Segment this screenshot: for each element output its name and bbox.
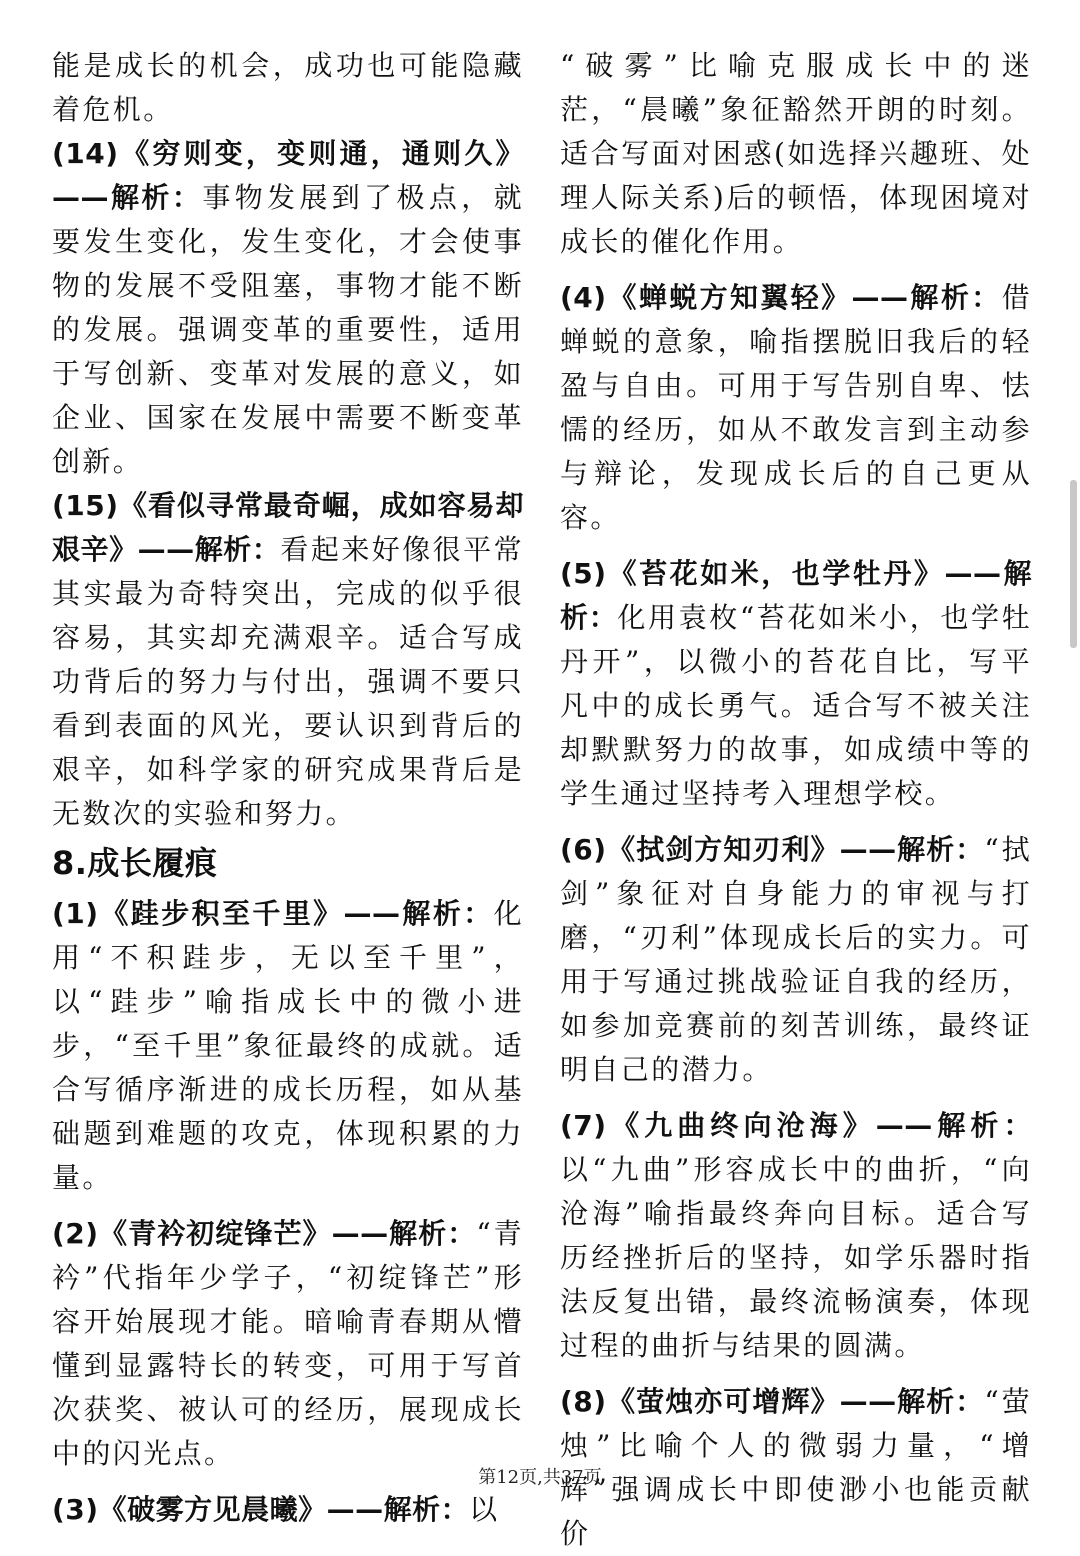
entry-heading: (7)《九曲终向沧海》——解析： bbox=[560, 1109, 1032, 1142]
right-column bbox=[560, 44, 1032, 1556]
entry-14 bbox=[52, 132, 524, 484]
entry-heading: (3)《破雾方见晨曦》——解析： bbox=[52, 1493, 470, 1526]
intro-paragraph: 能是成长的机会，成功也可能隐藏着危机。 bbox=[52, 49, 524, 126]
left-column bbox=[52, 44, 524, 1532]
entry-heading: (8)《萤烛亦可增辉》——解析： bbox=[560, 1385, 985, 1418]
entry-3-continued: “破雾”比喻克服成长中的迷茫，“晨曦”象征豁然开朗的时刻。适合写面对困惑(如选择兴趣班、处理人际关系)后的顿悟，体现困境对成长的催化作用。 bbox=[560, 49, 1032, 258]
entry-body: “萤烛”比喻个人的微弱力量，“增辉”强调成长中即使渺小也能贡献价 bbox=[560, 1385, 1032, 1550]
entry-7 bbox=[560, 1104, 1032, 1368]
entry-body: “青衿”代指年少学子，“初绽锋芒”形容开始展现才能。暗喻青春期从懵懂到显露特长的转变，可用于写首次获奖、被认可的经历，展现成长中的闪光点。 bbox=[52, 1217, 524, 1470]
entry-heading: (5)《苔花如米，也学牡丹》——解析： bbox=[560, 557, 1032, 634]
entry-heading: (4)《蝉蜕方知翼轻》——解析： bbox=[560, 281, 1002, 314]
entry-heading: (1)《跬步积至千里》——解析： bbox=[52, 897, 494, 930]
entry-body: 以 bbox=[469, 1493, 500, 1526]
entry-heading: (15)《看似寻常最奇崛，成如容易却艰辛》——解析： bbox=[52, 489, 524, 566]
entry-body: 化用袁枚“苔花如米小，也学牡丹开”，以微小的苔花自比，写平凡中的成长勇气。适合写不被关注却默默努力的故事，如成绩中等的学生通过坚持考入理想学校。 bbox=[560, 601, 1032, 810]
entry-heading: (14)《穷则变，变则通，通则久》——解析： bbox=[52, 137, 524, 214]
scrollbar-thumb[interactable] bbox=[1070, 480, 1077, 648]
entry-heading: (2)《青衿初绽锋芒》——解析： bbox=[52, 1217, 477, 1250]
entry-body: “拭剑”象征对自身能力的审视与打磨，“刃利”体现成长后的实力。可用于写通过挑战验证自我的经历，如参加竞赛前的刻苦训练，最终证明自己的潜力。 bbox=[560, 833, 1032, 1086]
scrollbar[interactable] bbox=[1066, 0, 1080, 1507]
entry-6 bbox=[560, 828, 1032, 1092]
entry-body: 借蝉蜕的意象，喻指摆脱旧我后的轻盈与自由。可用于写告别自卑、怯懦的经历，如从不敢发言到主动参与辩论，发现成长后的自己更从容。 bbox=[560, 281, 1032, 534]
entry-body: 看起来好像很平常其实最为奇特突出，完成的似乎很容易，其实却充满艰辛。适合写成功背后的努力与付出，强调不要只看到表面的风光，要认识到背后的艰辛，如科学家的研究成果背后是无数次的实验和努力。 bbox=[52, 533, 524, 830]
entry-15 bbox=[52, 484, 524, 836]
entry-body: 事物发展到了极点，就要发生变化，发生变化，才会使事物的发展不受阻塞，事物才能不断的发展。强调变革的重要性，适用于写创新、变革对发展的意义，如企业、国家在发展中需要不断变革创新。 bbox=[52, 181, 524, 478]
page-number: 第12页,共37页 bbox=[478, 1467, 602, 1488]
entry-heading: (6)《拭剑方知刃利》——解析： bbox=[560, 833, 985, 866]
entry-1 bbox=[52, 892, 524, 1200]
section-title: 8.成长履痕 bbox=[52, 844, 218, 882]
entry-5 bbox=[560, 552, 1032, 816]
entry-4 bbox=[560, 276, 1032, 540]
entry-2 bbox=[52, 1212, 524, 1476]
entry-3 bbox=[52, 1488, 524, 1532]
entry-body: 以“九曲”形容成长中的曲折，“向沧海”喻指最终奔向目标。适合写历经挫折后的坚持，如学乐器时指法反复出错，最终流畅演奏，体现过程的曲折与结果的圆满。 bbox=[560, 1153, 1032, 1362]
entry-body: 化用“不积跬步，无以至千里”，以“跬步”喻指成长中的微小进步，“至千里”象征最终的成就。适合写循序渐进的成长历程，如从基础题到难题的攻克，体现积累的力量。 bbox=[52, 897, 524, 1194]
